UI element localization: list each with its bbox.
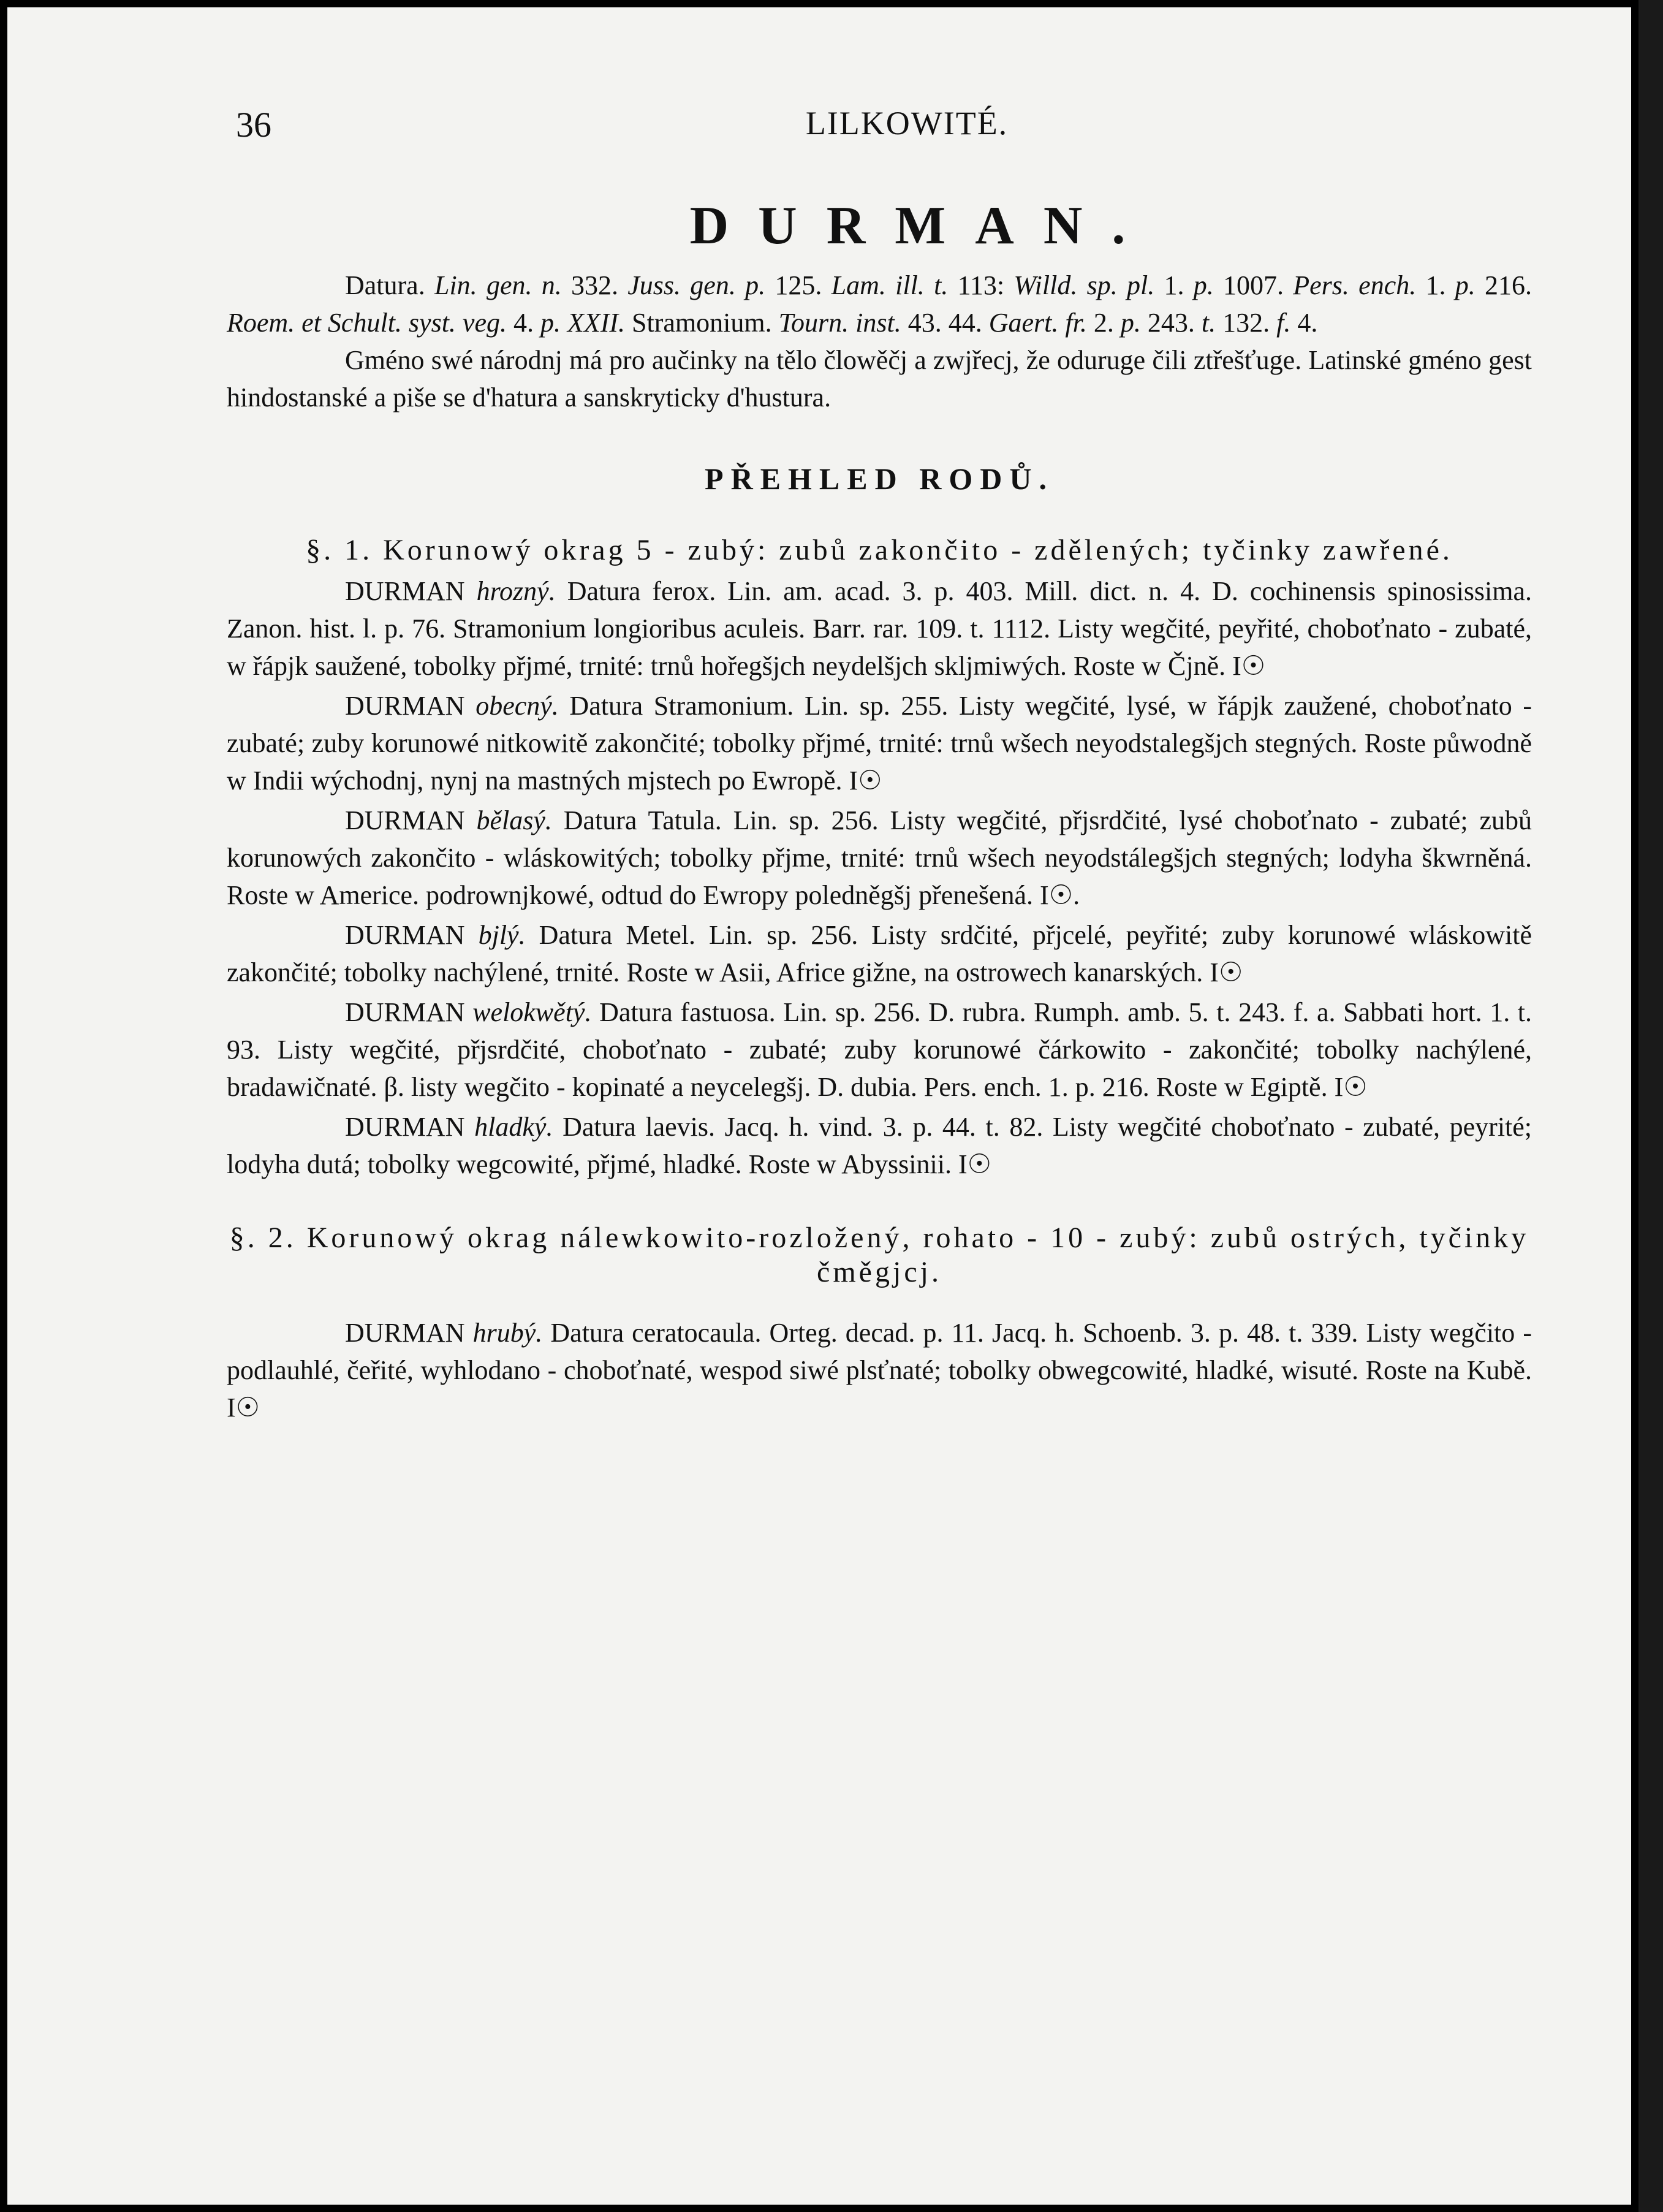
genus-etymology: Gméno swé národnj má pro aučinky na tělo člowěčj a zwjřecj, že oduruge čili ztřešťuge. Latinské gméno gest hindostanské a piše se d'hatura a sanskryticky d'hustura.	[227, 345, 1532, 412]
species-epithet: bjlý.	[478, 920, 526, 950]
syn-num: 113:	[957, 270, 1005, 300]
species-latin: Datura laevis.	[563, 1112, 715, 1142]
species-entry	[227, 802, 1532, 914]
species-epithet: hrozný.	[476, 576, 556, 606]
species-entry	[227, 994, 1532, 1106]
syn-ref: f.	[1276, 308, 1291, 338]
species-description: Jacq. h. vind. 3. p. 44. t. 82. Listy wegčité choboťnato - zubaté, peyrité; lodyha dutá; tobolky wegcowité, přjmé, hladké. Roste w Abyssinii. I☉	[227, 1112, 1532, 1179]
species-epithet: hrubý.	[472, 1318, 543, 1348]
species-genus: DURMAN	[345, 691, 465, 721]
species-genus: DURMAN	[345, 576, 465, 606]
species-description: Lin. sp. 256. D. rubra. Rumph. amb. 5. t. 243. f. a. Sabbati hort. 1. t. 93. Listy wegčité, přjsrdčité, choboťnato - zubaté; zuby korunowé čárkowito - zakončité; tobolky nachýlené, bradawičnaté. β. listy wegčito - kopinaté a neycelegšj. D. dubia. Pers. ench. 1. p. 216. Roste w Egiptě. I☉	[227, 997, 1532, 1102]
syn-num: 332.	[571, 270, 618, 300]
species-description: Lin. am. acad. 3. p. 403. Mill. dict. n. 4. D. cochinensis spinosissima. Zanon. hist. l. p. 76. Stramonium longioribus aculeis. Barr. rar. 109. t. 1112. Listy wegčité, peyřité, choboťnato - zubaté, w řápjk saužené, tobolky přjmé, trnité: trnů hořegšjch neydelšjch skljmiwých. Roste w Čjně. I☉	[227, 576, 1532, 681]
syn-num: 4.	[513, 308, 534, 338]
species-latin: Datura Metel.	[539, 920, 695, 950]
syn-ref: Lam. ill. t.	[831, 270, 949, 300]
species-latin: Datura ceratocaula.	[550, 1318, 762, 1348]
species-description: Lin. sp. 256. Listy wegčité, přjsrdčité, lysé choboťnato - zubaté; zubů korunowých zakončito - wláskowitých; tobolky přjme, trnité: trnů wšech neyodstálegšjch stegných; lodyha škwrněná. Roste w Americe. podrownjkowé, odtud do Ewropy poledněgšj přenešená. I☉.	[227, 805, 1532, 910]
page-number: 36	[236, 105, 271, 145]
species-epithet: bělasý.	[476, 805, 552, 835]
syn-num: 132.	[1222, 308, 1270, 338]
species-entry	[227, 687, 1532, 799]
species-entry	[227, 572, 1532, 685]
species-description: Lin. sp. 256. Listy srdčité, přjcelé, peyřité; zuby korunowé wláskowitě zakončité; tobolky nachýlené, trnité. Roste w Asii, Africe gižne, na ostrowech kanarských. I☉	[227, 920, 1532, 987]
overview-heading: PŘEHLED RODŮ.	[705, 462, 1054, 496]
species-epithet: obecný.	[475, 691, 559, 721]
species-latin: Datura Tatula.	[563, 805, 722, 835]
page-edge-shadow	[1638, 0, 1663, 2212]
section-2-intro: §. 2. Korunowý okrag nálewkowito-rozložený, rohato - 10 - zubý: zubů ostrých, tyčinky čměgjcj.	[229, 1222, 1529, 1288]
syn-ref: Gaert. fr.	[988, 308, 1087, 338]
species-genus: DURMAN	[345, 920, 465, 950]
species-description: Lin. sp. 255. Listy wegčité, lysé, w řápjk zaužené, choboťnato - zubaté; zuby korunowé nitkowitě zakončité; tobolky přjmé, trnité: trnů wšech neyodstalegšjch stegných. Roste půwodně w Indii wýchodnj, nynj na mastných mjstech po Ewropě. I☉	[227, 691, 1532, 796]
syn-num: 243.	[1147, 308, 1195, 338]
page-header	[227, 98, 1532, 159]
syn-num: 216.	[1485, 270, 1532, 300]
syn-ref: p.	[1193, 270, 1214, 300]
syn-ref: p. XXII.	[540, 308, 626, 338]
species-epithet: welokwětý.	[472, 997, 592, 1027]
syn-ref: p.	[1455, 270, 1475, 300]
species-description: Orteg. decad. p. 11. Jacq. h. Schoenb. 3. p. 48. t. 339. Listy wegčito - podlauhlé, čeřité, wyhlodano - choboťnaté, wespod siwé plsťnaté; tobolky obwegcowité, hladké, wisuté. Roste na Kubě. I☉	[227, 1318, 1532, 1423]
body-text	[227, 267, 1532, 1426]
syn-num: 1007.	[1223, 270, 1284, 300]
species-latin: Datura fastuosa.	[599, 997, 776, 1027]
species-epithet: hladký.	[474, 1112, 553, 1142]
syn-num: 1.	[1164, 270, 1184, 300]
syn-ref: Roem. et Schult. syst. veg.	[227, 308, 507, 338]
syn-ref: Tourn. inst.	[778, 308, 901, 338]
syn-ref: t.	[1201, 308, 1216, 338]
syn-ref: Juss. gen. p.	[627, 270, 766, 300]
syn-num: 1.	[1425, 270, 1446, 300]
syn-num: 43. 44.	[907, 308, 982, 338]
species-entry	[227, 1314, 1532, 1426]
species-genus: DURMAN	[345, 1112, 465, 1142]
genus-synonymy	[227, 267, 1532, 341]
species-latin: Datura ferox.	[567, 576, 716, 606]
syn-ref: p.	[1120, 308, 1141, 338]
species-genus: DURMAN	[345, 997, 465, 1027]
running-title: LILKOWITÉ.	[805, 105, 1009, 142]
syn-num: 2.	[1093, 308, 1114, 338]
species-entry	[227, 1108, 1532, 1183]
section-1-intro: §. 1. Korunowý okrag 5 - zubý: zubů zakončito - zdělených; tyčinky zawřené.	[306, 534, 1453, 566]
species-latin: Datura Stramonium.	[569, 691, 794, 721]
species-genus: DURMAN	[345, 1318, 465, 1348]
syn-datura: Datura.	[345, 270, 425, 300]
species-entry	[227, 916, 1532, 991]
species-genus: DURMAN	[345, 805, 465, 835]
syn-stramonium: Stramonium.	[632, 308, 772, 338]
syn-ref: Willd. sp. pl.	[1013, 270, 1155, 300]
genus-title: DURMAN.	[689, 196, 1155, 256]
syn-num: 4.	[1297, 308, 1318, 338]
syn-ref: Pers. ench.	[1293, 270, 1417, 300]
syn-ref: Lin. gen. n.	[434, 270, 562, 300]
syn-num: 125.	[775, 270, 822, 300]
